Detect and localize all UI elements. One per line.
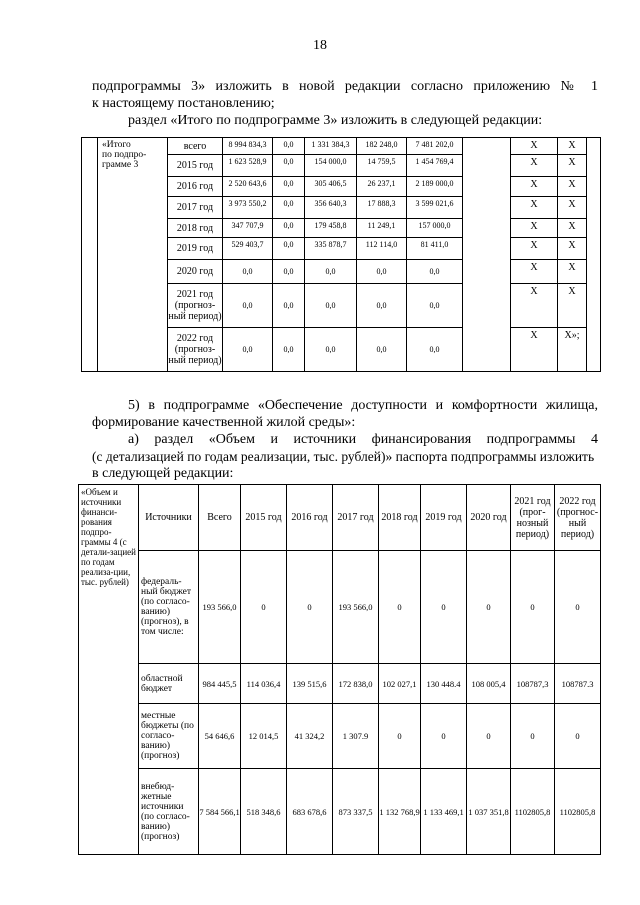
table1-value-cell: 8 994 834,3 (223, 138, 273, 155)
table1-value-cell: 0,0 (407, 328, 463, 372)
table2-row (79, 769, 601, 855)
table1-year-cell: 2021 год (прогноз-ный период) (168, 284, 223, 328)
table2-value-cell: 0 (467, 704, 511, 769)
table2-header-cell: Всего (199, 485, 241, 551)
table2-value-cell: 12 014,5 (241, 704, 287, 769)
table1-value-cell: 154 000,0 (305, 155, 357, 177)
table2-value-cell: 102 027,1 (379, 664, 421, 704)
table2-row (79, 551, 601, 664)
table1-year-cell: 2016 год (168, 177, 223, 197)
table2-value-cell: 1 132 768,9 (379, 769, 421, 855)
table2-value-cell: 41 324,2 (287, 704, 333, 769)
table1-value-cell: 7 481 202,0 (407, 138, 463, 155)
table1-x-cell: Х (511, 260, 558, 284)
table2-value-cell: 0 (421, 704, 467, 769)
table2-value-cell: 1102805,8 (555, 769, 601, 855)
table1-value-cell: 3 973 550,2 (223, 197, 273, 219)
table2-value-cell: 193 566,0 (333, 551, 379, 664)
table2-row (79, 664, 601, 704)
table1-value-cell: 0,0 (305, 260, 357, 284)
table1-value-cell: 305 406,5 (305, 177, 357, 197)
table2-header-cell: Источники (139, 485, 199, 551)
table1-label-line: «Итого (102, 140, 131, 150)
section5-line-3: а) раздел «Объем и источники финансирования подпрограммы 4 (128, 432, 598, 447)
table2-row-label: «Объем и источники финанси-рования подпро-граммы 4 (с детали-зацией по годам реализа-ции, тыс. рублей) (79, 485, 139, 855)
table1-x-cell: Х (558, 260, 587, 284)
section5-line-1: 5) в подпрограмме «Обеспечение доступности и комфортности жилища, (128, 398, 598, 413)
table1-value-cell: 0,0 (305, 328, 357, 372)
table1-empty-cell (82, 138, 98, 372)
table1-value-cell: 0,0 (223, 260, 273, 284)
table2-header-row (79, 485, 601, 551)
table1-value-cell: 0,0 (273, 197, 305, 219)
table2-value-cell: 0 (555, 704, 601, 769)
table1-value-cell: 335 878,7 (305, 238, 357, 260)
table2-header-cell: 2021 год (прог-нозный период) (511, 485, 555, 551)
table2-value-cell: 193 566,0 (199, 551, 241, 664)
table1-value-cell: 0,0 (407, 260, 463, 284)
table1-x-cell: Х (511, 155, 558, 177)
section5-line-5: в следующей редакции: (92, 466, 234, 481)
table1-value-cell: 0,0 (273, 260, 305, 284)
table1-value-cell: 347 707,9 (223, 219, 273, 238)
table1-value-cell: 0,0 (223, 328, 273, 372)
table2-value-cell: 1 307.9 (333, 704, 379, 769)
table1-value-cell: 0,0 (305, 284, 357, 328)
table1-year-cell: 2018 год (168, 219, 223, 238)
table1-value-cell: 0,0 (273, 284, 305, 328)
table2-value-cell: 0 (511, 704, 555, 769)
table2-value-cell: 1 133 469,1 (421, 769, 467, 855)
table1-value-cell: 529 403,7 (223, 238, 273, 260)
table1-x-cell: Х (511, 219, 558, 238)
intro-line-3: раздел «Итого по подпрограмме 3» изложить в следующей редакции: (128, 113, 543, 128)
table2-value-cell: 139 515,6 (287, 664, 333, 704)
table2-value-cell: 108787,3 (511, 664, 555, 704)
table2-value-cell: 54 646,6 (199, 704, 241, 769)
table1-value-cell: 0,0 (357, 260, 407, 284)
table1-value-cell: 0,0 (273, 177, 305, 197)
table1-value-cell: 0,0 (273, 138, 305, 155)
table2-header-cell: 2022 год (прогнос-ный период) (555, 485, 601, 551)
subprogram-4-financing-table (78, 484, 601, 855)
table1-value-cell: 179 458,8 (305, 219, 357, 238)
table2-value-cell: 683 678,6 (287, 769, 333, 855)
table1-x-cell: Х (511, 284, 558, 328)
table1-value-cell: 2 189 000,0 (407, 177, 463, 197)
table1-value-cell: 2 520 643,6 (223, 177, 273, 197)
table2-value-cell: 108787.3 (555, 664, 601, 704)
table1-x-cell: Х (511, 197, 558, 219)
table1-label-line: грамме 3 (102, 160, 139, 170)
table2-value-cell: 130 448.4 (421, 664, 467, 704)
table2-value-cell: 0 (467, 551, 511, 664)
table2-header-cell: 2019 год (421, 485, 467, 551)
table1-value-cell: 3 599 021,6 (407, 197, 463, 219)
table2-value-cell: 0 (287, 551, 333, 664)
table1-x-cell: Х (558, 177, 587, 197)
table1-value-cell: 14 759,5 (357, 155, 407, 177)
table1-year-cell: 2015 год (168, 155, 223, 177)
table2-source-cell: внебюд-жетные источники (по согласо-ванию) (прогноз) (139, 769, 199, 855)
section5-line-4: (с детализацией по годам реализации, тыс. рублей)» паспорта подпрограммы изложить (92, 449, 595, 464)
table1-value-cell: 0,0 (273, 155, 305, 177)
table2-header-cell: 2017 год (333, 485, 379, 551)
table2-value-cell: 873 337,5 (333, 769, 379, 855)
table2-value-cell: 1102805,8 (511, 769, 555, 855)
table1-x-cell: Х (558, 197, 587, 219)
table2-header-cell: 2020 год (467, 485, 511, 551)
table1-x-cell: Х (511, 238, 558, 260)
table2-value-cell: 0 (241, 551, 287, 664)
table1-x-cell: Х (558, 155, 587, 177)
subprogram-3-total-table (81, 137, 601, 372)
table1-year-cell: 2020 год (168, 260, 223, 284)
table1-x-cell: Х (558, 219, 587, 238)
table2-value-cell: 0 (511, 551, 555, 664)
table2-header-cell: 2015 год (241, 485, 287, 551)
table1-value-cell: 26 237,1 (357, 177, 407, 197)
table1-value-cell: 11 249,1 (357, 219, 407, 238)
table1-x-cell: Х (511, 177, 558, 197)
table1-x-cell: Х (558, 284, 587, 328)
table2-value-cell: 1 037 351,8 (467, 769, 511, 855)
page-number: 18 (313, 38, 327, 53)
table1-x-cell: Х (511, 328, 558, 372)
table1-value-cell: 1 623 528,9 (223, 155, 273, 177)
table1-value-cell: 157 000,0 (407, 219, 463, 238)
table1-year-cell: 2017 год (168, 197, 223, 219)
table1-label-line: по подпро- (102, 150, 147, 160)
table1-value-cell: 0,0 (407, 284, 463, 328)
table1-value-cell: 182 248,0 (357, 138, 407, 155)
table1-value-cell: 0,0 (357, 284, 407, 328)
table1-year-cell: всего (168, 138, 223, 155)
table2-value-cell: 0 (421, 551, 467, 664)
table1-value-cell: 17 888,3 (357, 197, 407, 219)
table1-year-cell: 2022 год (прогноз-ный период) (168, 328, 223, 372)
table1-row-label (98, 138, 168, 372)
table1-value-cell: 0,0 (273, 328, 305, 372)
table2-value-cell: 172 838,0 (333, 664, 379, 704)
table2-value-cell: 108 005,4 (467, 664, 511, 704)
table1-x-cell: Х (558, 238, 587, 260)
intro-line-1: подпрограммы 3» изложить в новой редакции согласно приложению № 1 (92, 79, 598, 94)
table2-header-cell: 2018 год (379, 485, 421, 551)
table2-source-cell: областной бюджет (139, 664, 199, 704)
table2-value-cell: 114 036,4 (241, 664, 287, 704)
table1-x-cell: Х»; (558, 328, 587, 372)
table1-x-cell: Х (558, 138, 587, 155)
table2-value-cell: 7 584 566,1 (199, 769, 241, 855)
table1-value-cell: 0,0 (273, 219, 305, 238)
table2-value-cell: 0 (379, 704, 421, 769)
table2-value-cell: 518 348,6 (241, 769, 287, 855)
table1-value-cell: 1 454 769,4 (407, 155, 463, 177)
table2-value-cell: 984 445,5 (199, 664, 241, 704)
table2-header-cell: 2016 год (287, 485, 333, 551)
table1-value-cell: 0,0 (273, 238, 305, 260)
table2-source-cell: местные бюджеты (по согласо-ванию) (прогноз) (139, 704, 199, 769)
table1-blank-cell (463, 138, 511, 372)
table1-value-cell: 81 411,0 (407, 238, 463, 260)
table1-value-cell: 1 331 384,3 (305, 138, 357, 155)
section5-line-2: формирование качественной жилой среды»: (92, 415, 356, 430)
table2-value-cell: 0 (555, 551, 601, 664)
table1-row (82, 138, 601, 155)
table2-source-cell: федераль-ный бюджет (по согласо-ванию) (прогноз), в том числе: (139, 551, 199, 664)
table1-year-cell: 2019 год (168, 238, 223, 260)
table1-x-cell: Х (511, 138, 558, 155)
table2-row (79, 704, 601, 769)
table1-value-cell: 356 640,3 (305, 197, 357, 219)
table1-value-cell: 112 114,0 (357, 238, 407, 260)
table1-value-cell: 0,0 (223, 284, 273, 328)
intro-line-2: к настоящему постановлению; (92, 96, 275, 111)
table2-value-cell: 0 (379, 551, 421, 664)
table1-edge-cell (587, 138, 601, 372)
table1-value-cell: 0,0 (357, 328, 407, 372)
